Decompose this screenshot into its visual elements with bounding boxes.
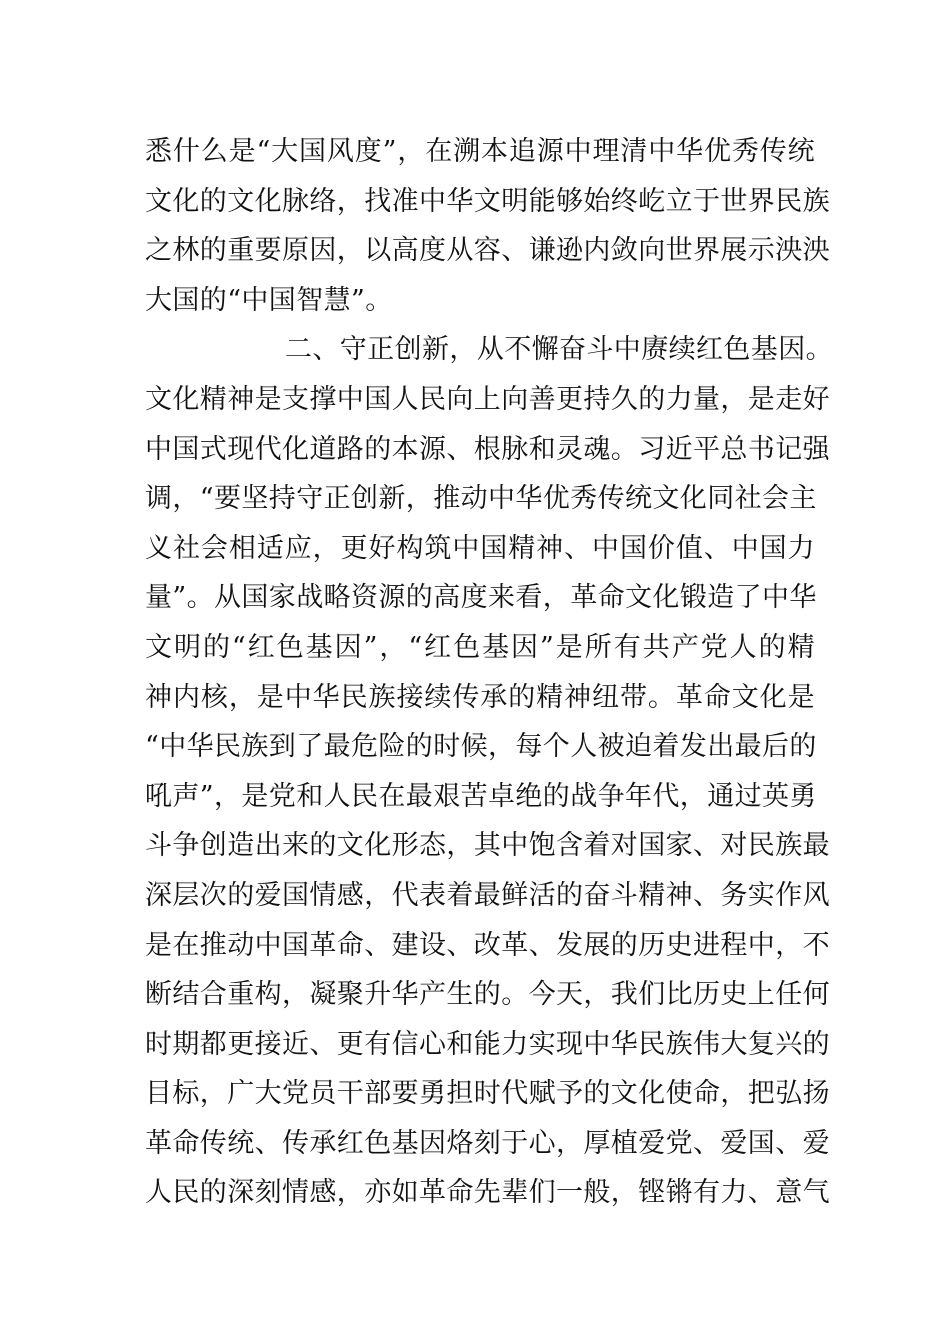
text-line: 悉什么是“大国风度”，在溯本追源中理清中华优秀传统 <box>145 136 815 167</box>
section-heading: 二、守正创新，从不懈奋斗中赓续红色基因。 <box>285 334 833 366</box>
text-line: 神内核，是中华民族接续传承的精神纽带。革命文化是 <box>145 681 815 713</box>
text-line: 大国的“中国智慧”。 <box>145 284 393 316</box>
text-line: 吼声”，是党和人民在最艰苦卓绝的战争年代，通过英勇 <box>145 780 817 812</box>
text-line: 文明的“红色基因”，“红色基因”是所有共产党人的精 <box>145 631 815 663</box>
text-line: 时期都更接近、更有信心和能力实现中华民族伟大复兴的 <box>145 1028 830 1060</box>
text-line: 中国式现代化道路的本源、根脉和灵魂。习近平总书记强 <box>145 433 830 465</box>
text-line: 断结合重构，凝聚升华产生的。今天，我们比历史上任何 <box>145 979 830 1011</box>
text-line: 文化的文化脉络，找准中华文明能够始终屹立于世界民族 <box>145 185 830 217</box>
text-line: 斗争创造出来的文化形态，其中饱含着对国家、对民族最 <box>145 830 830 862</box>
text-line: 目标，广大党员干部要勇担时代赋予的文化使命，把弘扬 <box>145 1078 830 1110</box>
text-line: 革命传统、传承红色基因烙刻于心，厚植爱党、爱国、爱 <box>145 1127 830 1159</box>
text-line: 量”。从国家战略资源的高度来看，革命文化锻造了中华 <box>145 582 817 614</box>
text-line: 是在推动中国革命、建设、改革、发展的历史进程中，不 <box>145 929 830 961</box>
body-text <box>145 127 833 1218</box>
text-line: 义社会相适应，更好构筑中国精神、中国价值、中国力 <box>145 532 815 564</box>
text-line: 文化精神是支撑中国人民向上向善更持久的力量，是走好 <box>145 383 830 415</box>
text-line: 深层次的爱国情感，代表着最鲜活的奋斗精神、务实作风 <box>145 879 830 911</box>
text-line: “中华民族到了最危险的时候，每个人被迫着发出最后的 <box>145 731 817 763</box>
text-line: 之林的重要原因，以高度从容、谦逊内敛向世界展示泱泱 <box>145 235 830 267</box>
text-line: 调，“要坚持守正创新，推动中华优秀传统文化同社会主 <box>145 483 817 515</box>
text-line: 人民的深刻情感，亦如革命先辈们一般，铿锵有力、意气 <box>145 1177 830 1209</box>
